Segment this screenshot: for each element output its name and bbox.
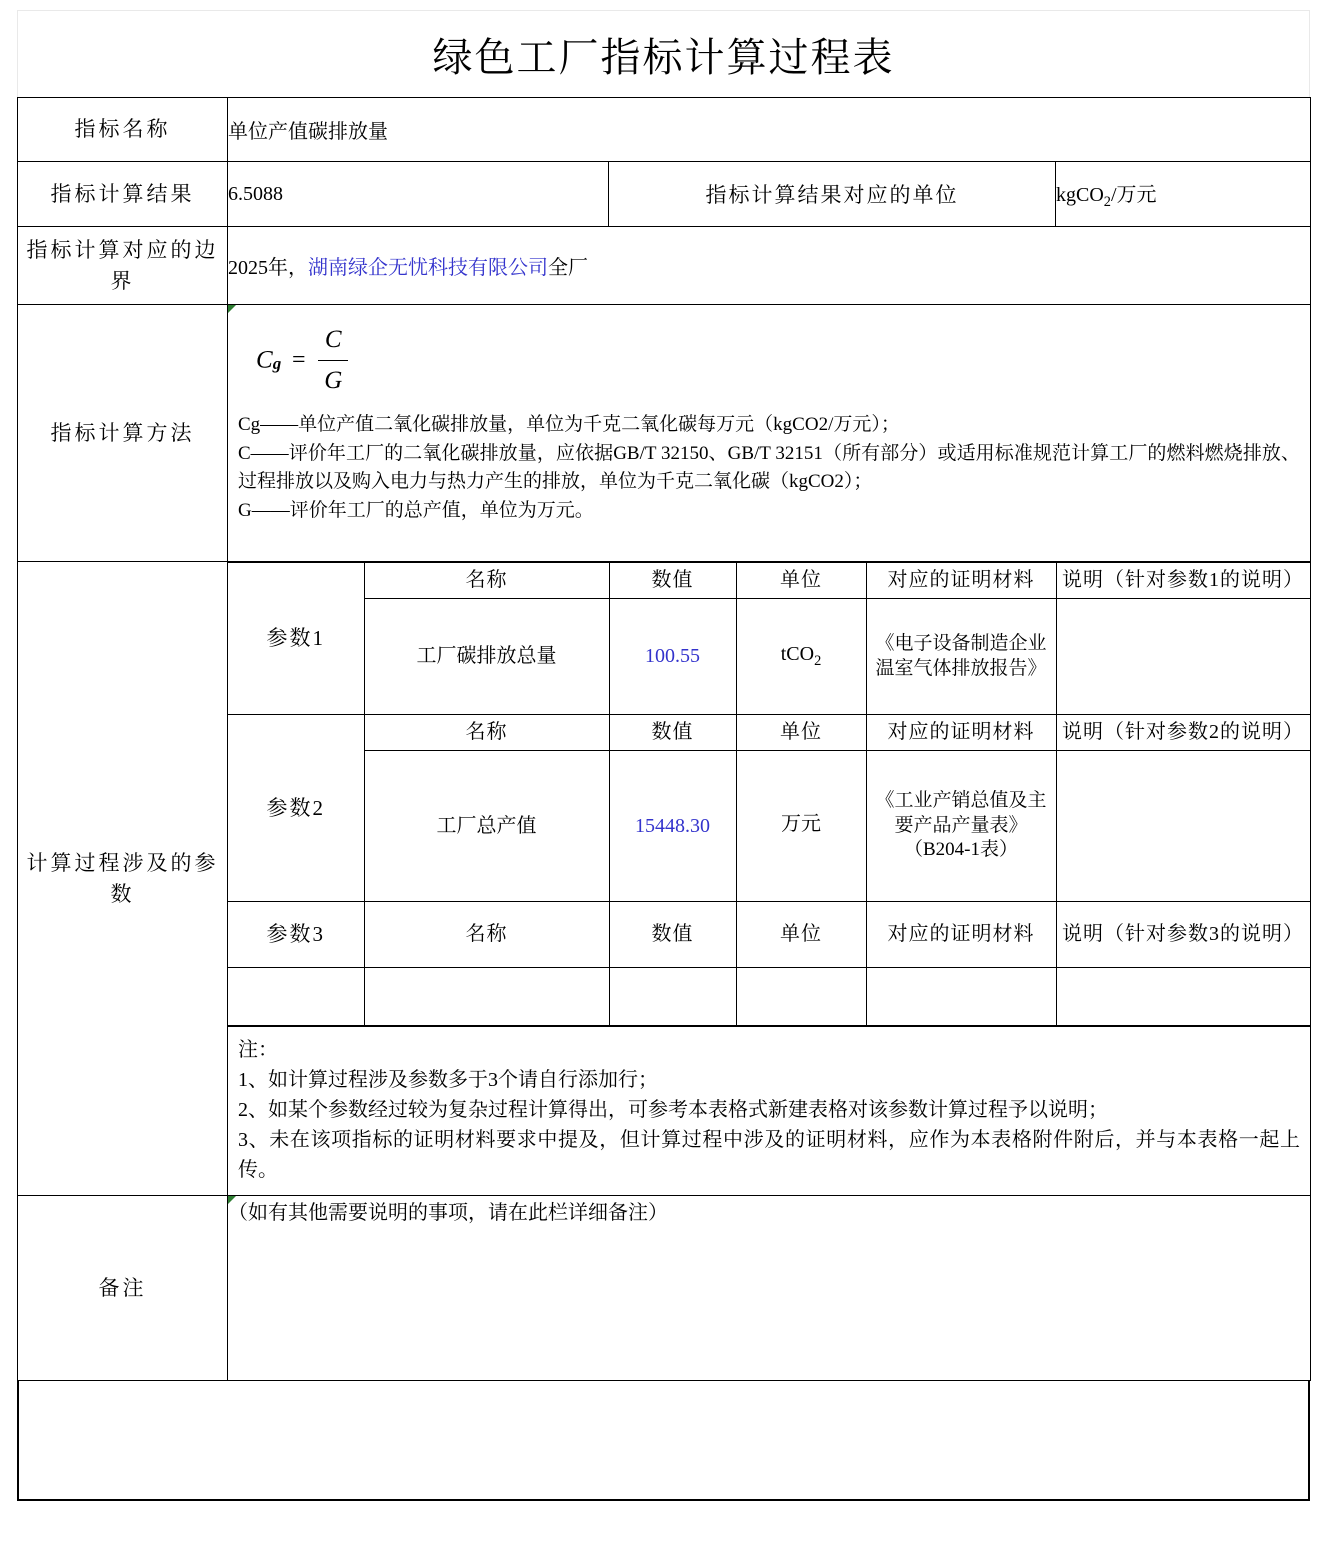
param2-data-row	[228, 751, 1310, 902]
parameters-label: 计算过程涉及的参数	[18, 562, 228, 1196]
param3-label: 参数3	[228, 902, 364, 968]
result-value[interactable]: 6.5088	[228, 162, 609, 227]
param1-header-note: 说明（针对参数1的说明）	[1056, 563, 1310, 599]
method-label: 指标计算方法	[18, 305, 228, 562]
boundary-label: 指标计算对应的边界	[18, 227, 228, 305]
formula-equals: =	[291, 347, 306, 373]
param3-header-evidence: 对应的证明材料	[866, 902, 1056, 968]
row-method	[18, 305, 1311, 562]
method-line-c: C——评价年工厂的二氧化碳排放量，应依据GB/T 32150、GB/T 32151（所有部分）或适用标准规范计算工厂的燃料燃烧排放、过程排放以及购入电力与热力产生的排放，单位为千克二氧化碳（kgCO2）；	[238, 442, 1300, 492]
unit-value-prefix: kgCO	[1056, 183, 1104, 206]
boundary-year: 2025年，	[228, 257, 308, 279]
unit-value-subscript: 2	[1103, 193, 1111, 210]
param2-header-evidence: 对应的证明材料	[866, 715, 1056, 751]
boundary-scope: 全厂	[548, 257, 588, 279]
param2-name[interactable]: 工厂总产值	[364, 751, 609, 902]
unit-label: 指标计算结果对应的单位	[609, 162, 1056, 227]
method-line-cg: Cg——单位产值二氧化碳排放量，单位为千克二氧化碳每万元（kgCO2/万元）；	[238, 414, 900, 435]
param1-unit[interactable]	[736, 599, 866, 715]
remark-placeholder-text: （如有其他需要说明的事项，请在此栏详细备注）	[228, 1202, 668, 1224]
notes-item-3: 3、未在该项指标的证明材料要求中提及，但计算过程中涉及的证明材料，应作为本表格附件附后，并与本表格一起上传。	[238, 1129, 1300, 1181]
param1-header-evidence: 对应的证明材料	[866, 563, 1056, 599]
indicator-name-value[interactable]: 单位产值碳排放量	[228, 98, 1311, 162]
formula-fraction	[318, 321, 348, 399]
param3-header-unit: 单位	[736, 902, 866, 968]
comment-marker-icon	[228, 1196, 236, 1204]
param1-evidence[interactable]: 《电子设备制造企业温室气体排放报告》	[866, 599, 1056, 715]
param3-header-note: 说明（针对参数3的说明）	[1056, 902, 1310, 968]
param2-header-name: 名称	[364, 715, 609, 751]
formula-denominator: G	[324, 366, 343, 394]
param1-name[interactable]: 工厂碳排放总量	[364, 599, 609, 715]
remark-value[interactable]	[228, 1196, 1311, 1381]
param2-note[interactable]	[1056, 751, 1310, 902]
result-label: 指标计算结果	[18, 162, 228, 227]
remark-label: 备注	[18, 1196, 228, 1381]
param2-header-value: 数值	[609, 715, 736, 751]
indicator-name-label: 指标名称	[18, 98, 228, 162]
param1-header-unit: 单位	[736, 563, 866, 599]
param3-header-name: 名称	[364, 902, 609, 968]
unit-value-suffix: /万元	[1111, 183, 1157, 206]
param1-unit-subscript: 2	[814, 653, 822, 670]
row-parameters	[18, 562, 1311, 1196]
row-boundary	[18, 227, 1311, 305]
param1-data-row	[228, 599, 1310, 715]
param3-evidence[interactable]	[866, 968, 1056, 1026]
method-content-cell[interactable]	[228, 305, 1311, 562]
row-indicator-name	[18, 98, 1311, 162]
formula-numerator: C	[318, 321, 348, 361]
param1-header-name: 名称	[364, 563, 609, 599]
param2-header-unit: 单位	[736, 715, 866, 751]
boundary-company: 湖南绿企无忧科技有限公司	[308, 257, 548, 279]
param2-unit[interactable]	[736, 751, 866, 902]
param1-value[interactable]: 100.55	[609, 599, 736, 715]
unit-value[interactable]	[1056, 162, 1311, 227]
title-band	[17, 10, 1310, 97]
param1-note[interactable]	[1056, 599, 1310, 715]
param2-header-row	[228, 715, 1310, 751]
method-body	[228, 305, 1310, 533]
param1-label: 参数1	[228, 563, 364, 715]
param2-unit-prefix: 万元	[781, 812, 821, 835]
param3-unit[interactable]	[736, 968, 866, 1026]
row-result	[18, 162, 1311, 227]
parameters-table	[228, 562, 1311, 1026]
method-line-g: G——评价年工厂的总产值，单位为万元。	[238, 499, 594, 521]
notes-heading: 注：	[238, 1039, 278, 1061]
row-remark	[18, 1196, 1311, 1381]
parameters-cell	[228, 562, 1311, 1196]
indicator-calculation-table	[17, 97, 1311, 1381]
page-title: 绿色工厂指标计算过程表	[432, 34, 895, 81]
formula-lhs-subscript: g	[272, 354, 282, 374]
param3-name[interactable]	[364, 968, 609, 1026]
comment-marker-icon	[228, 305, 236, 313]
param3-header-value: 数值	[609, 902, 736, 968]
param3-data-row	[228, 968, 1310, 1026]
param2-header-note: 说明（针对参数2的说明）	[1056, 715, 1310, 751]
param1-header-row	[228, 563, 1310, 599]
param3-value[interactable]	[609, 968, 736, 1026]
param3-note[interactable]	[1056, 968, 1310, 1026]
param3-header-row	[228, 902, 1310, 968]
param2-value[interactable]: 15448.30	[609, 751, 736, 902]
formula-lhs: C	[256, 346, 273, 374]
notes-item-1: 1、如计算过程涉及参数多于3个请自行添加行；	[238, 1069, 658, 1091]
param2-evidence[interactable]: 《工业产销总值及主要产品产量表》（B204-1表）	[866, 751, 1056, 902]
notes-block	[228, 1026, 1310, 1195]
param1-unit-prefix: tCO	[780, 643, 815, 666]
param3-empty-label[interactable]	[228, 968, 364, 1026]
param2-label: 参数2	[228, 715, 364, 902]
formula-cg	[256, 321, 350, 399]
boundary-value[interactable]	[228, 227, 1311, 305]
notes-item-2: 2、如某个参数经过较为复杂过程计算得出，可参考本表格式新建表格对该参数计算过程予以说明；	[238, 1099, 1108, 1121]
param1-header-value: 数值	[609, 563, 736, 599]
